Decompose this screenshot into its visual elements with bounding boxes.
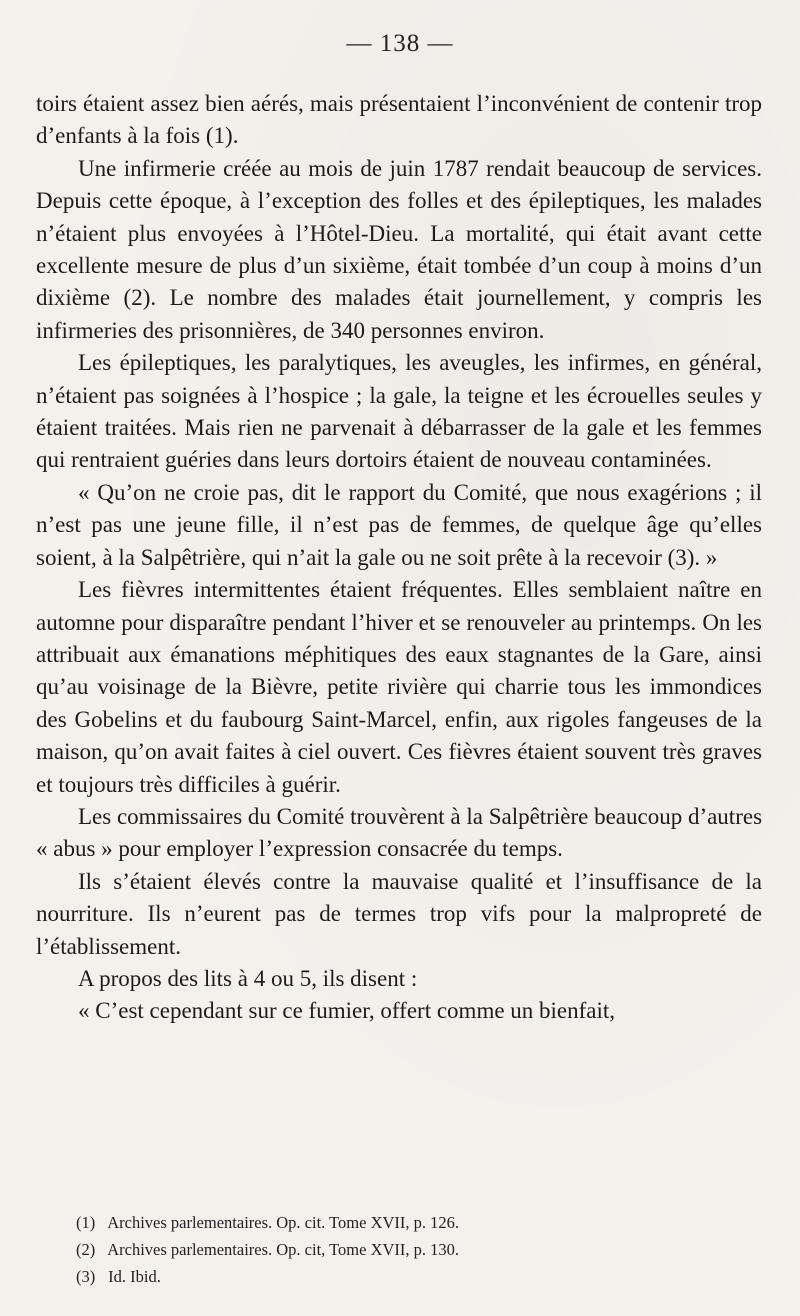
footnote-mark: (3) [76, 1267, 96, 1286]
footnote [76, 1263, 716, 1290]
page-number: — 138 — [346, 30, 454, 57]
footnote-text: Id. Ibid. [108, 1267, 161, 1286]
paragraph: « Qu’on ne croie pas, dit le rapport du Comité, que nous exagérions ; il n’est pas une jeune fille, il n’est pas de femmes, de quelque âge qu’elles soient, à la Salpêtrière, qui n’ait la gale ou ne soit prête à la recevoir (3). » [36, 479, 762, 570]
footnote [76, 1236, 716, 1263]
footnote-mark: (2) [76, 1240, 96, 1259]
paragraph: Les fièvres intermittentes étaient fréquentes. Elles semblaient naître en automne pour disparaître pendant l’hiver et se renouveler au printemps. On les attribuait aux émanations méphitiques des eaux stagnantes de la Gare, ainsi qu’au voisinage de la Bièvre, petite rivière qui charrie tous les immondices des Gobelins et du faubourg Saint-Marcel, enfin, aux rigoles fangeuses de la maison, qu’on avait faites à ciel ouvert. Ces fièvres étaient souvent très graves et toujours très difficiles à guérir. [36, 577, 762, 797]
paragraph: « C’est cependant sur ce fumier, offert comme un bienfait, [78, 998, 616, 1024]
paragraph: toirs étaient assez bien aérés, mais présentaient l’inconvénient de contenir trop d’enfants à la fois (1). [36, 91, 762, 149]
footnotes [76, 1209, 716, 1290]
footnote-text: Archives parlementaires. Op. cit. Tome XVII, p. 126. [107, 1213, 460, 1232]
paragraph: Une infirmerie créée au mois de juin 1787 rendait beaucoup de services. Depuis cette époque, à l’exception des folles et des épileptiques, les malades n’étaient plus envoyées à l’Hôtel-Dieu. La mortalité, qui était avant cette excellente mesure de plus d’un sixième, était tombée d’un coup à moins d’un dixième (2). Le nombre des malades était journellement, y compris les infirmeries des prisonnières, de 340 personnes environ. [36, 155, 762, 343]
body-text [36, 88, 762, 1028]
footnote-mark: (1) [76, 1213, 96, 1232]
footnote [76, 1209, 716, 1236]
footnote-text: Archives parlementaires. Op. cit, Tome XVII, p. 130. [107, 1240, 460, 1259]
paragraph: A propos des lits à 4 ou 5, ils disent : [78, 965, 418, 991]
paragraph: Ils s’étaient élevés contre la mauvaise qualité et l’insuffisance de la nourriture. Ils n’eurent pas de termes trop vifs pour la malpropreté de l’établissement. [36, 868, 762, 959]
paragraph: Les commissaires du Comité trouvèrent à la Salpêtrière beaucoup d’autres « abus » pour employer l’expression consacrée du temps. [36, 803, 763, 862]
paragraph: Les épileptiques, les paralytiques, les aveugles, les infirmes, en général, n’étaient pas soignées à l’hospice ; la gale, la teigne et les écrouelles seules y étaient traitées. Mais rien ne parvenait à débarrasser de la gale et les femmes qui rentraient guéries dans leurs dortoirs étaient de nouveau contaminées. [36, 350, 762, 473]
